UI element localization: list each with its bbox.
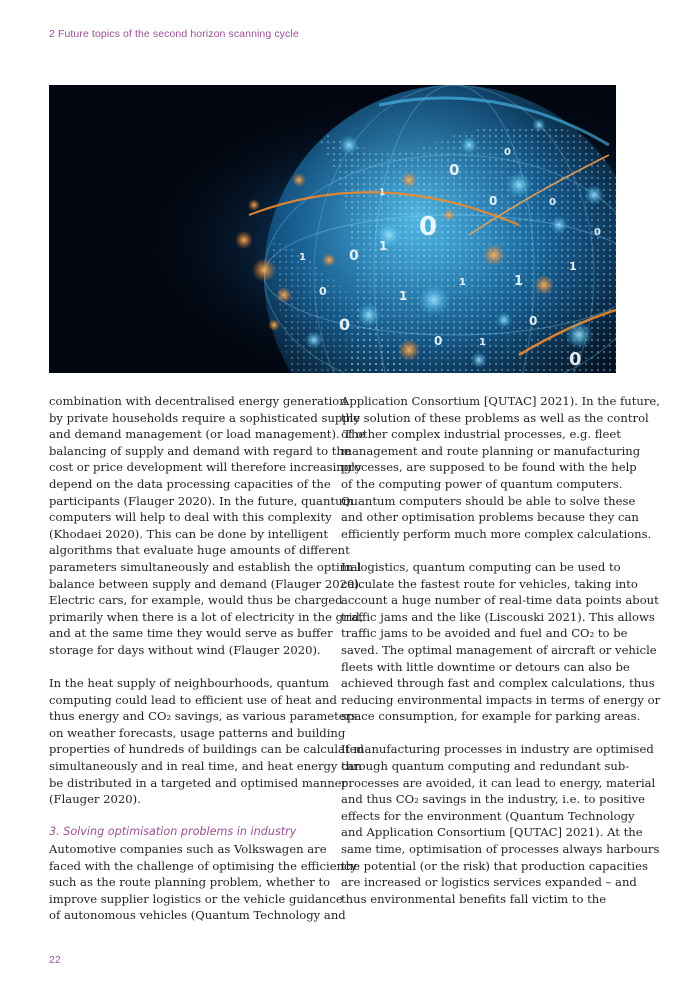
bokeh-light (322, 253, 336, 267)
bokeh-light (357, 303, 381, 327)
text-line: and at the same time they would serve as buffer (49, 626, 333, 641)
text-line: of autonomous vehicles (Quantum Technology and (49, 908, 346, 923)
binary-digit: 0 (349, 248, 359, 264)
text-line: of other complex industrial processes, e.g. fleet (341, 427, 621, 442)
text-line: storage for days without wind (Flauger 2020). (49, 642, 321, 657)
bokeh-light (235, 231, 253, 249)
text-line: properties of hundreds of buildings can be calculated (49, 742, 364, 757)
bokeh-light (584, 185, 604, 205)
left-column (49, 393, 366, 924)
text-line: faced with the challenge of optimising the efficiency (49, 858, 358, 873)
text-line: by private households require a sophisticated supply (49, 410, 361, 425)
left-body-text-continued (49, 841, 358, 924)
text-line: parameters simultaneously and establish the optimal (49, 559, 362, 574)
text-line: algorithms that evaluate huge amounts of different (49, 543, 350, 558)
text-line: depend on the data processing capacities of the (49, 476, 331, 491)
bokeh-light (276, 287, 292, 303)
text-line: Electric cars, for example, would thus be charged (49, 593, 343, 608)
bokeh-light (248, 199, 260, 211)
text-line: of the computing power of quantum computers. (341, 476, 623, 491)
text-line: Application Consortium [QUTAC] 2021). In the future, (341, 394, 660, 408)
binary-digit: 0 (339, 315, 351, 334)
bokeh-light (506, 172, 532, 198)
text-line: space consumption, for example for parking areas. (341, 709, 641, 724)
text-line: saved. The optimal management of aircraft or vehicle (341, 642, 657, 657)
bokeh-light (398, 339, 420, 361)
bokeh-light (418, 284, 450, 316)
text-line: reducing environmental impacts in terms of energy or (341, 692, 661, 707)
text-line: computing could lead to efficient use of heat and (49, 692, 337, 707)
bokeh-light (532, 118, 546, 132)
paragraph-gap (49, 659, 325, 676)
section-subheading: 3. Solving optimisation problems in industry (49, 825, 297, 839)
text-line: participants (Flauger 2020). In the future, quantum (49, 493, 354, 508)
binary-digit: 1 (514, 274, 524, 289)
left-body-text (49, 393, 366, 824)
text-line: cost or price development will therefore increasingly (49, 460, 362, 475)
bokeh-light (471, 352, 487, 368)
text-line: In the heat supply of neighbourhoods, quantum (49, 676, 330, 691)
text-line: and demand management (or load management). The (49, 427, 366, 442)
running-header: 2 Future topics of the second horizon scanning cycle (49, 28, 299, 40)
bokeh-light (534, 275, 554, 295)
text-line: be distributed in a targeted and optimised manner (49, 775, 348, 790)
bokeh-light (496, 312, 512, 328)
binary-digit: 0 (419, 212, 438, 242)
text-line: the solution of these problems as well as the control (341, 410, 649, 425)
text-line: processes are avoided, it can lead to energy, material (341, 775, 656, 790)
bokeh-light (565, 321, 593, 349)
bokeh-light (268, 319, 280, 331)
text-line: and Application Consortium [QUTAC] 2021). At the (341, 825, 643, 840)
text-line: on weather forecasts, usage patterns and building (49, 725, 346, 740)
bokeh-light (339, 135, 359, 155)
binary-digit: 0 (489, 194, 498, 208)
text-line: (Khodaei 2020). This can be done by intelligent (49, 526, 328, 541)
text-line: same time, optimisation of processes always harbours (341, 842, 660, 857)
text-line: simultaneously and in real time, and heat energy can (49, 759, 363, 774)
binary-digit: 0 (449, 161, 460, 179)
text-line: processes, are supposed to be found with the help (341, 460, 637, 475)
text-line: computers will help to deal with this complexity (49, 510, 332, 525)
binary-digit: 1 (299, 252, 306, 263)
bokeh-light (401, 172, 417, 188)
text-line: thus environmental benefits fall victim to the (341, 891, 607, 906)
binary-digit: 0 (529, 314, 538, 328)
paragraph-gap (341, 542, 621, 559)
text-line: traffic jams and the like (Liscouski 2021). This allows (341, 609, 655, 624)
text-line: Quantum computers should be able to solve these (341, 493, 636, 508)
text-line: thus energy and CO₂ savings, as various parameters (49, 709, 358, 724)
text-line: If manufacturing processes in industry are optimised (341, 742, 654, 757)
text-line: calculate the fastest route for vehicles, taking into (341, 576, 638, 591)
bokeh-light (550, 216, 568, 234)
binary-digit: 0 (504, 147, 511, 158)
text-line: Automotive companies such as Volkswagen are (49, 842, 327, 857)
paragraph-gap (49, 808, 325, 825)
text-line: traffic jams to be avoided and fuel and CO₂ to be (341, 626, 628, 641)
text-line: through quantum computing and redundant sub- (341, 759, 630, 774)
paragraph-gap (341, 725, 621, 742)
hero-image (49, 85, 616, 373)
text-line: combination with decentralised energy generation (49, 394, 347, 408)
right-column (341, 393, 661, 907)
binary-digit: 1 (459, 277, 466, 288)
bokeh-light (443, 209, 455, 221)
text-line: and thus CO₂ savings in the industry, i.e. to positive (341, 792, 645, 807)
text-line: fleets with little downtime or detours can also be (341, 659, 630, 674)
binary-digit: 1 (399, 289, 408, 303)
bokeh-light (252, 258, 276, 282)
bokeh-light (292, 173, 306, 187)
text-line: such as the route planning problem, whether to (49, 875, 331, 890)
text-line: In logistics, quantum computing can be used to (341, 559, 621, 574)
text-line: management and route planning or manufacturing (341, 443, 641, 458)
binary-digit: 1 (569, 260, 577, 273)
page-number: 22 (49, 954, 61, 966)
binary-digit: 0 (594, 227, 601, 238)
right-body-text (341, 393, 661, 907)
digital-globe-illustration (49, 85, 616, 373)
text-line: account a huge number of real-time data points about (341, 593, 659, 608)
text-line: are increased or logistics services expanded – and (341, 875, 637, 890)
binary-digit: 0 (549, 197, 556, 208)
text-line: balance between supply and demand (Flauger 2020). (49, 576, 363, 591)
text-line: effects for the environment (Quantum Technology (341, 808, 635, 823)
binary-digit: 1 (479, 337, 486, 348)
text-line: improve supplier logistics or the vehicle guidance (49, 891, 343, 906)
binary-digit: 1 (379, 188, 386, 198)
binary-digit: 1 (379, 239, 388, 253)
text-line: the potential (or the risk) that production capacities (341, 858, 648, 873)
text-line: (Flauger 2020). (49, 792, 141, 807)
bokeh-light (460, 136, 478, 154)
bokeh-light (305, 331, 323, 349)
text-line: balancing of supply and demand with regard to the (49, 443, 351, 458)
text-line: and other optimisation problems because they can (341, 510, 639, 525)
text-line: primarily when there is a lot of electricity in the grid, (49, 609, 364, 624)
text-line: efficiently perform much more complex calculations. (341, 526, 652, 541)
bokeh-light (483, 244, 505, 266)
text-line: achieved through fast and complex calculations, thus (341, 676, 655, 691)
binary-digit: 0 (569, 349, 582, 370)
binary-digit: 0 (434, 334, 443, 348)
binary-digit: 0 (319, 285, 327, 298)
